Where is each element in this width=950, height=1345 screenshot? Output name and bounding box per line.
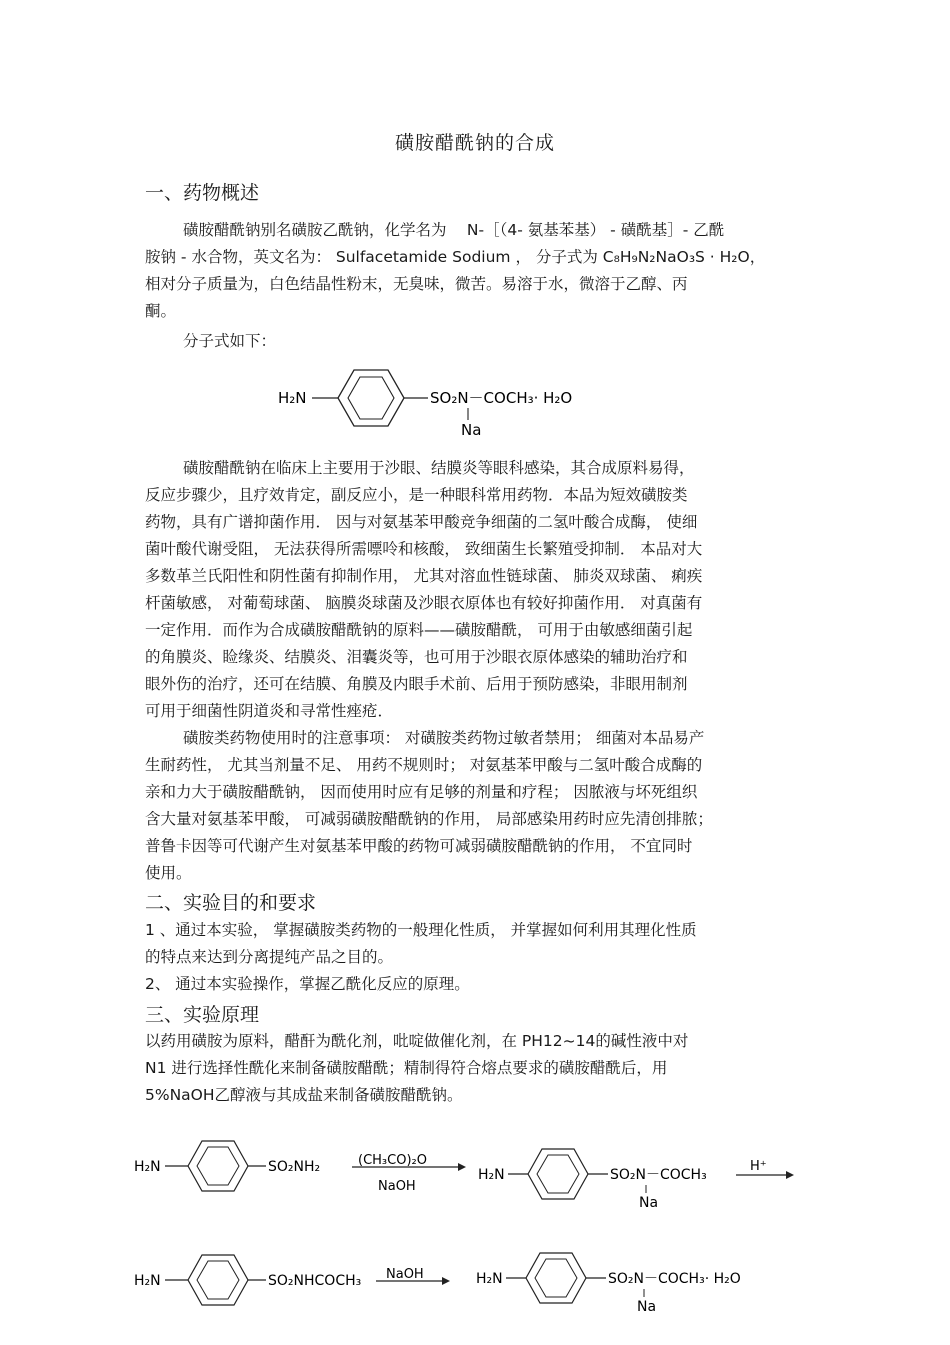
text-line: 磺胺醋酰钠在临床上主要用于沙眼、结膜炎等眼科感染，其合成原料易得， [183, 459, 695, 477]
formula-label [145, 328, 805, 355]
reagent-label: H⁺ [750, 1159, 767, 1174]
page-title: 磺胺醋酰钠的合成 [394, 132, 555, 154]
section-heading-3: 三、实验原理 [145, 1004, 260, 1026]
text-line: 反应步骤少，且疗效肯定，副反应小，是一种眼科常用药物．本品为短效磺胺类 [145, 486, 688, 504]
paragraph-objectives [145, 917, 805, 998]
reaction-arrow-3 [376, 1267, 450, 1285]
text-line: 分子式如下： [183, 332, 277, 350]
paragraph-overview [145, 217, 805, 325]
text-line: 2、 通过本实验操作，掌握乙酰化反应的原理。 [145, 975, 470, 993]
sulfonamide-label: SO₂N－COCH₃· H₂O [608, 1271, 741, 1287]
sodium-label: Na [637, 1299, 657, 1315]
reagent-label: (CH₃CO)₂O [358, 1153, 427, 1168]
text-line: 以药用磺胺为原料，醋酐为酰化剂，吡啶做催化剂，在 PH12~14的碱性液中对 [145, 1032, 689, 1050]
text-line: 5%NaOH乙醇液与其成盐来制备磺胺醋酰钠。 [145, 1086, 463, 1104]
text-line: 相对分子质量为，白色结晶性粉末，无臭味，微苦。易溶于水，微溶于乙醇、丙 [145, 275, 688, 293]
reagent-label: NaOH [378, 1179, 416, 1194]
paragraph-principle [145, 1028, 805, 1109]
text-line: 的特点来达到分离提纯产品之目的。 [145, 948, 394, 966]
sodium-label: Na [461, 421, 482, 439]
molecule-sulfacetamide-sodium-product [476, 1253, 741, 1315]
text-line: 的角膜炎、睑缘炎、结膜炎、泪囊炎等，也可用于沙眼衣原体感染的辅助治疗和 [145, 648, 688, 666]
text-line: 酮。 [145, 302, 177, 320]
reaction-scheme [130, 1135, 810, 1339]
text-line: 磺胺醋酰钠别名磺胺乙酰钠，化学名为 N-［（4- 氨基苯基） - 磺酰基］- 乙酰 [183, 221, 725, 239]
text-line: 一定作用．而作为合成磺胺醋酰钠的原料——磺胺醋酰， 可用于由敏感细菌引起 [145, 621, 693, 639]
text-line: 杆菌敏感， 对葡萄球菌、 脑膜炎球菌及沙眼衣原体也有较好抑菌作用． 对真菌有 [145, 594, 703, 612]
text-line: 胺钠 - 水合物，英文名为： Sulfacetamide Sodium ， 分子式为 C₈H₉N₂NaO₃S · H₂O， [145, 248, 766, 266]
amine-label: H₂N [134, 1273, 161, 1289]
reaction-arrow-1 [352, 1153, 466, 1194]
sulfonamide-label: SO₂NH₂ [268, 1159, 321, 1175]
text-line: 含大量对氨基苯甲酸， 可减弱磺胺醋酰钠的作用， 局部感染用药时应先清创排脓； [145, 810, 713, 828]
molecule-sulfacetamide [134, 1255, 361, 1305]
text-line: 可用于细菌性阴道炎和寻常性痤疮． [145, 702, 394, 720]
molecule-sulfanilamide [134, 1141, 320, 1191]
sulfonamide-label: SO₂NHCOCH₃ [268, 1273, 362, 1289]
text-line: 生耐药性， 尤其当剂量不足、 用药不规则时； 对氨基苯甲酸与二氢叶酸合成酶的 [145, 756, 703, 774]
sodium-label: Na [639, 1195, 659, 1211]
text-line: 磺胺类药物使用时的注意事项： 对磺胺类药物过敏者禁用； 细菌对本品易产 [183, 729, 705, 747]
text-line: 使用。 [145, 864, 192, 882]
text-line: 1 、通过本实验， 掌握磺胺类药物的一般理化性质， 并掌握如何利用其理化性质 [145, 921, 697, 939]
amine-label: H₂N [134, 1159, 161, 1175]
section-heading-1: 一、药物概述 [145, 182, 260, 204]
text-line: 多数革兰氏阳性和阴性菌有抑制作用， 尤其对溶血性链球菌、 肺炎双球菌、 痢疾 [145, 567, 703, 585]
amine-label: H₂N [278, 389, 307, 407]
reaction-arrow-2 [736, 1159, 794, 1179]
text-line: N1 进行选择性酰化来制备磺胺醋酰；精制得符合熔点要求的磺胺醋酰后，用 [145, 1059, 668, 1077]
paragraph-clinical-use [145, 455, 805, 725]
sulfonamide-label: SO₂N－COCH₃· H₂O [430, 389, 573, 407]
paragraph-precautions [145, 725, 805, 887]
amine-label: H₂N [476, 1271, 503, 1287]
molecule-sulfacetamide-sodium [270, 360, 630, 449]
text-line: 普鲁卡因等可代谢产生对氨基苯甲酸的药物可减弱磺胺醋酰钠的作用， 不宜同时 [145, 837, 693, 855]
molecule-sulfacetamide-sodium-intermediate [478, 1149, 707, 1211]
text-line: 亲和力大于磺胺醋酰钠， 因而使用时应有足够的剂量和疗程； 因脓液与坏死组织 [145, 783, 698, 801]
reagent-label: NaOH [386, 1267, 424, 1282]
section-heading-2: 二、实验目的和要求 [145, 892, 317, 914]
text-line: 眼外伤的治疗，还可在结膜、角膜及内眼手术前、后用于预防感染，非眼用制剂 [145, 675, 688, 693]
text-line: 药物，具有广谱抑菌作用． 因与对氨基苯甲酸竞争细菌的二氢叶酸合成酶， 使细 [145, 513, 698, 531]
text-line: 菌叶酸代谢受阻， 无法获得所需嘌呤和核酸， 致细菌生长繁殖受抑制． 本品对大 [145, 540, 703, 558]
amine-label: H₂N [478, 1167, 505, 1183]
sulfonamide-label: SO₂N－COCH₃ [610, 1167, 707, 1183]
